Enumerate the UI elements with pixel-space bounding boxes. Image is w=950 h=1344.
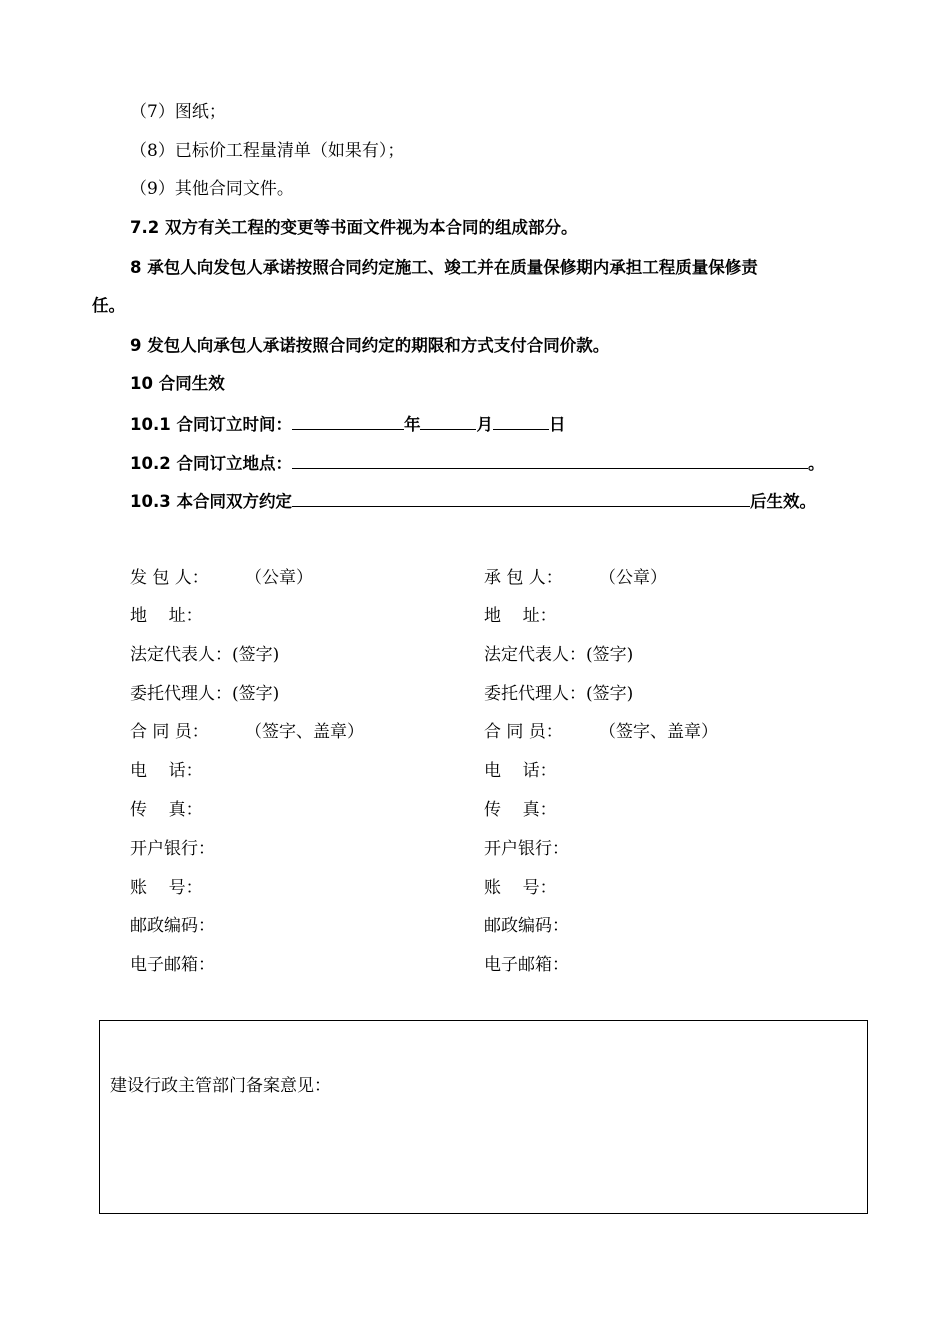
left-phone: 电 话： [130, 761, 203, 781]
right-postcode: 邮政编码： [484, 916, 569, 936]
left-fax: 传 真： [130, 800, 203, 820]
agent-label: 委托代理人： [484, 684, 586, 704]
clause-8-part1: 8 承包人向发包人承诺按照合同约定施工、竣工并在质量保修期内承担工程质量保修责 [130, 258, 758, 277]
left-legal-rep [130, 643, 279, 667]
list-item-7: （7）图纸； [130, 102, 226, 122]
day-label: 日 [548, 415, 566, 434]
legal-rep-signature: (签字) [232, 645, 280, 665]
legal-rep-signature: (签字) [586, 645, 634, 665]
clause-10-3-label: 10.3 本合同双方约定 [130, 492, 292, 511]
contractor-label: 承 包 人： [484, 568, 563, 588]
contractor-seal: （公章） [599, 568, 667, 588]
right-bank: 开户银行： [484, 839, 569, 859]
agent-label: 委托代理人： [130, 684, 232, 704]
left-employer [130, 566, 313, 590]
right-agent [484, 682, 633, 706]
right-phone: 电 话： [484, 761, 557, 781]
right-contractor [484, 566, 667, 590]
clause-10-3 [130, 488, 816, 514]
clause-10-1-label: 10.1 合同订立时间： [130, 415, 292, 434]
left-bank: 开户银行： [130, 839, 215, 859]
place-blank[interactable] [292, 450, 808, 469]
clause-10-3-end: 后生效。 [749, 492, 816, 511]
agent-signature: (签字) [232, 684, 280, 704]
month-blank[interactable] [420, 411, 476, 430]
employer-seal: （公章） [245, 568, 313, 588]
clause-8-part2: 任。 [92, 296, 125, 315]
right-account: 账 号： [484, 878, 557, 898]
filing-opinion-label: 建设行政主管部门备案意见： [110, 1076, 331, 1096]
contract-officer-label: 合 同 员： [484, 722, 563, 742]
left-agent [130, 682, 279, 706]
left-email: 电子邮箱： [130, 955, 215, 975]
right-contract-officer [484, 720, 718, 744]
left-account: 账 号： [130, 878, 203, 898]
employer-label: 发 包 人： [130, 568, 209, 588]
clause-9: 9 发包人向承包人承诺按照合同约定的期限和方式支付合同价款。 [130, 336, 610, 355]
filing-opinion-box[interactable] [99, 1020, 868, 1214]
clause-7-2: 7.2 双方有关工程的变更等书面文件视为本合同的组成部分。 [130, 218, 578, 237]
right-fax: 传 真： [484, 800, 557, 820]
year-label: 年 [403, 415, 421, 434]
right-address: 地 址： [484, 606, 557, 626]
list-item-8: （8）已标价工程量清单（如果有）； [130, 141, 405, 161]
clause-10-2-label: 10.2 合同订立地点： [130, 454, 292, 473]
right-legal-rep [484, 643, 633, 667]
left-address: 地 址： [130, 606, 203, 626]
year-blank[interactable] [292, 411, 404, 430]
legal-rep-label: 法定代表人： [484, 645, 586, 665]
clause-10-2-end: 。 [807, 454, 825, 473]
agent-signature: (签字) [586, 684, 634, 704]
left-postcode: 邮政编码： [130, 916, 215, 936]
condition-blank[interactable] [292, 488, 750, 507]
legal-rep-label: 法定代表人： [130, 645, 232, 665]
month-label: 月 [476, 415, 493, 434]
right-email: 电子邮箱： [484, 955, 569, 975]
clause-10-1 [130, 411, 565, 437]
clause-10-2 [130, 450, 824, 476]
list-item-9: （9）其他合同文件。 [130, 179, 294, 199]
left-contract-officer [130, 720, 364, 744]
contract-officer-signature: （签字、盖章） [599, 722, 718, 742]
contract-officer-signature: （签字、盖章） [245, 722, 364, 742]
contract-officer-label: 合 同 员： [130, 722, 209, 742]
day-blank[interactable] [493, 411, 549, 430]
clause-10-heading: 10 合同生效 [130, 374, 225, 393]
